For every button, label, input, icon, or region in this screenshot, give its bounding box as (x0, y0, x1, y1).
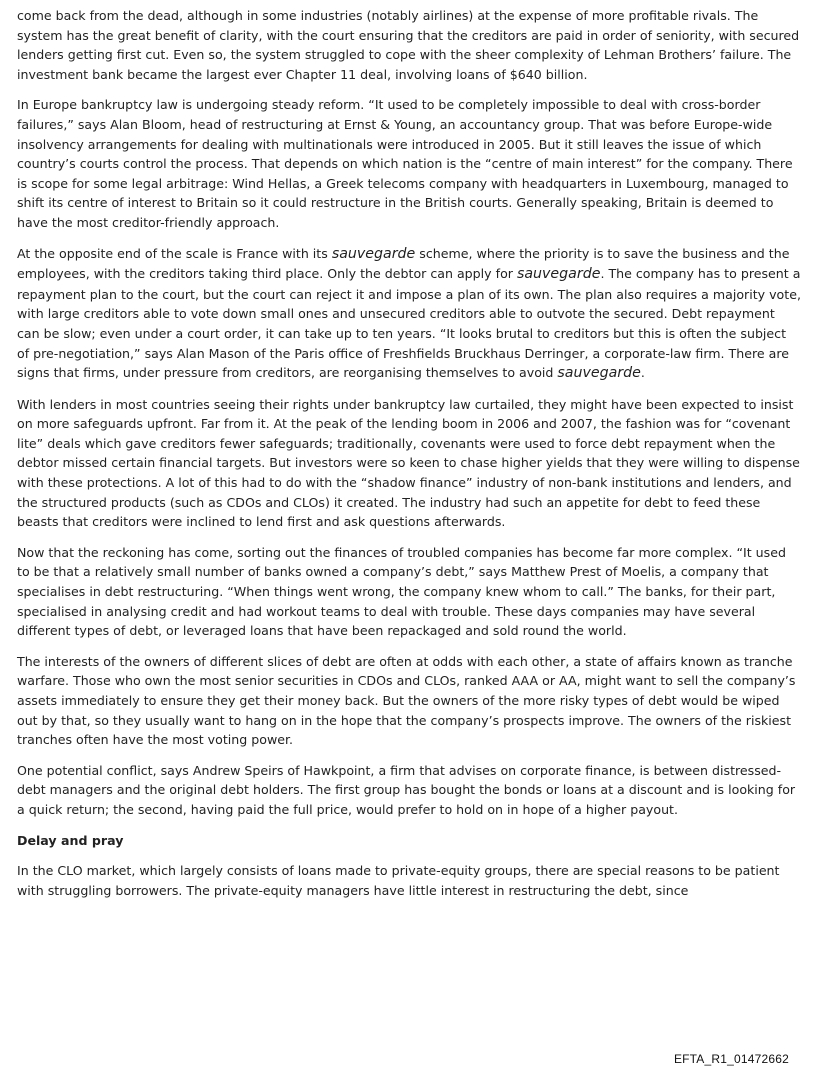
paragraph-4: With lenders in most countries seeing their rights under bankruptcy law curtailed, they might have been expected to insist on more safeguards upfront. Far from it. At the peak of the lending boom in 2006 and 2007, the fashion was for “covenant lite” deals which gave creditors fewer safeguards; traditionally, covenants were used to force debt repayment when the debtor missed certain financial targets. But investors were so keen to chase higher yields that they were willing to dispense with these protections. A lot of this had to do with the “shadow finance” industry of non-bank institutions and lenders, and the structured products (such as CDOs and CLOs) it created. The industry had such an appetite for debt to feed these beasts that creditors were inclined to lend first and ask questions afterwards. (17, 396, 800, 530)
paragraph-2: In Europe bankruptcy law is undergoing steady reform. “It used to be completely impossible to deal with cross-border failures,” says Alan Bloom, head of restructuring at Ernst & Young, an accountancy group. That was before Europe-wide insolvency arrangements for dealing with multinationals were introduced in 2005. But it still leaves the issue of which country’s courts control the process. That depends on which nation is the “centre of main interest” for the company. There is scope for some legal arbitrage: Wind Hellas, a Greek telecoms company with headquarters in Luxembourg, managed to shift its centre of interest to Britain so it could restructure in the British courts. Generally speaking, Britain is deemed to have the most creditor-friendly approach. (17, 97, 793, 230)
paragraph-3-text-a: At the opposite end of the scale is France with its (17, 245, 332, 261)
emphasis-sauvegarde-3: sauvegarde (557, 365, 641, 382)
paragraph-7: One potential conflict, says Andrew Speirs of Hawkpoint, a firm that advises on corporate finance, is between distressed-debt managers and the original debt holders. The first group has bought the bonds or loans at a discount and is looking for a quick return; the second, having paid the full price, would prefer to hold on in hope of a higher payout. (17, 762, 796, 817)
paragraph-5: Now that the reckoning has come, sorting out the finances of troubled companies has become far more complex. “It used to be that a relatively small number of banks owned a company’s debt,” says Matthew Prest of Moelis, a company that specialises in debt restructuring. “When things went wrong, the company knew whom to call.” The banks, for their part, specialised in analysing credit and had workout teams to deal with trouble. These days companies may have several different types of debt, or leveraged loans that have been repackaged and sold round the world. (17, 544, 786, 639)
paragraph-3 (17, 244, 801, 384)
paragraph-3-text-c: . The company has to present a repayment plan to the court, but the court can reject it and impose a plan of its own. The plan also requires a majority vote, with large creditors able to vote down small ones and unsecured creditors able to outvote the secured. Debt repayment can be slow; even under a court order, it can take up to ten years. “It looks brutal to creditors but this is often the subject of pre-negotiation,” says Alan Mason of the Paris office of Freshfields Bruckhaus Derringer, a corporate-law firm. There are signs that firms, under pressure from creditors, are reorganising themselves to avoid (17, 266, 801, 381)
document-id-footer: EFTA_R1_01472662 (673, 1052, 789, 1066)
emphasis-sauvegarde-2: sauvegarde (516, 266, 601, 283)
paragraph-1: come back from the dead, although in some industries (notably airlines) at the expense of more profitable rivals. The system has the great benefit of clarity, with the court ensuring that the creditors are paid in order of seniority, with secured lenders getting first cut. Even so, the system struggled to cope with the sheer complexity of Lehman Brothers’ failure. The investment bank became the largest ever Chapter 11 deal, involving loans of $640 billion. (17, 8, 800, 82)
paragraph-6: The interests of the owners of different slices of debt are often at odds with each other, a state of affairs known as tranche warfare. Those who own the most senior securities in CDOs and CLOs, ranked AAA or AA, might want to sell the company’s assets immediately to ensure they get their money back. But the owners of the more risky types of debt would be wiped out by that, so they usually want to hang on in the hope that the company’s prospects improve. The owners of the riskiest tranches often have the most voting power. (17, 653, 796, 748)
emphasis-sauvegarde-1: sauvegarde (331, 245, 416, 262)
document-page (17, 6, 801, 911)
paragraph-3-text-b: scheme, where the priority is to save the business and the employees, with the creditors taking third place. Only the debtor can apply for (17, 245, 790, 282)
section-subheading: Delay and pray (17, 832, 124, 848)
paragraph-3-text-d: . (640, 365, 645, 381)
paragraph-8: In the CLO market, which largely consists of loans made to private-equity groups, there are special reasons to be patient with struggling borrowers. The private-equity managers have little interest in restructuring the debt, since (17, 863, 780, 898)
